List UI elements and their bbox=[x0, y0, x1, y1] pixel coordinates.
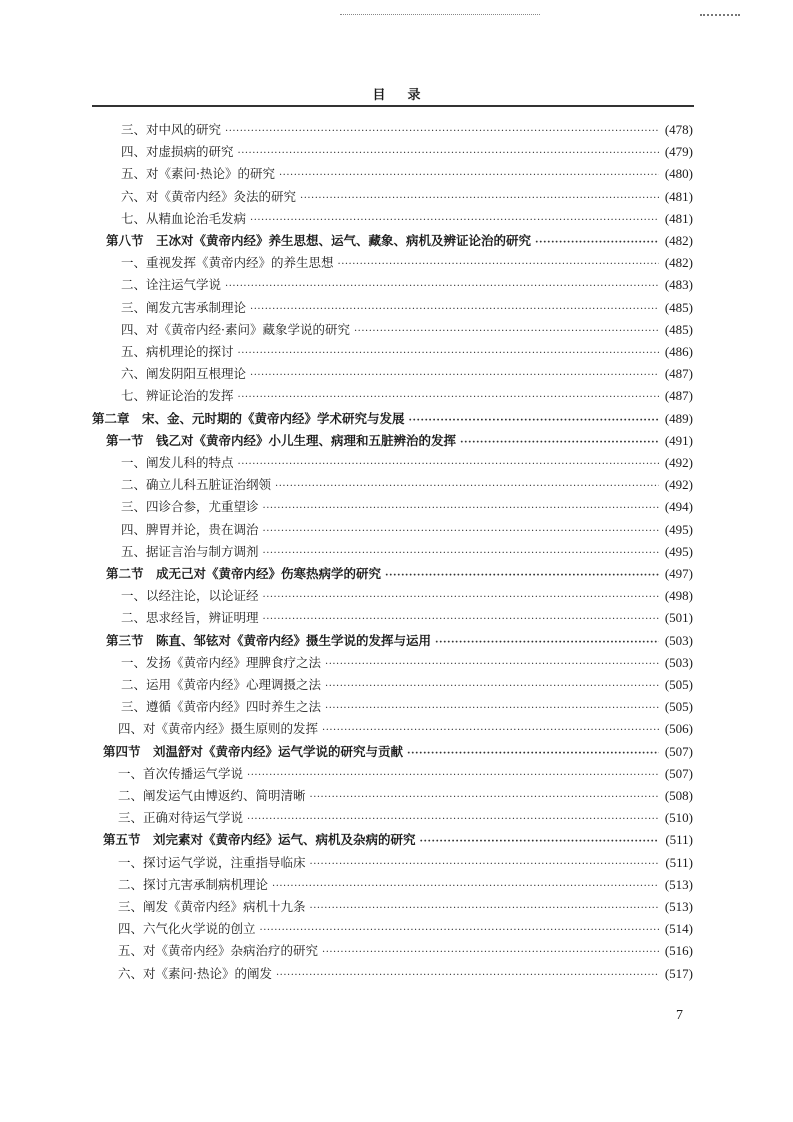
dot-leader bbox=[325, 677, 659, 697]
dot-leader bbox=[325, 699, 659, 719]
toc-entry-title: 第四节 刘温舒对《黄帝内经》运气学说的研究与贡献 bbox=[103, 743, 404, 759]
dot-leader bbox=[247, 766, 659, 786]
toc-entry-item[interactable] bbox=[118, 786, 693, 806]
toc-entry-page: (503) bbox=[664, 632, 693, 648]
toc-entry-title: 四、六气化火学说的创立 bbox=[118, 921, 256, 937]
dot-leader bbox=[250, 300, 659, 320]
toc-entry-title: 二、诠注运气学说 bbox=[121, 277, 222, 293]
toc-entry-page: (486) bbox=[664, 344, 693, 359]
toc-entry-page: (511) bbox=[665, 854, 693, 870]
dot-leader bbox=[279, 166, 659, 186]
toc-entry-title: 一、以经注论，以论证经 bbox=[121, 588, 259, 604]
dot-leader bbox=[272, 877, 659, 897]
toc-entry-title: 第一节 钱乙对《黄帝内经》小儿生理、病理和五脏辨治的发挥 bbox=[106, 432, 457, 448]
toc-entry-item[interactable] bbox=[121, 209, 693, 229]
toc-entry-title: 六、对《黄帝内经》灸法的研究 bbox=[121, 188, 297, 204]
toc-entry-item[interactable] bbox=[118, 897, 693, 917]
toc-entry-page: (517) bbox=[664, 965, 693, 981]
dot-leader bbox=[322, 721, 659, 741]
dot-leader bbox=[263, 544, 659, 564]
toc-entry-page: (492) bbox=[664, 477, 693, 493]
toc-entry-item[interactable] bbox=[118, 808, 693, 828]
dot-leader bbox=[263, 499, 659, 519]
toc-entry-item[interactable] bbox=[121, 164, 693, 184]
toc-entry-title: 第二章 宋、金、元时期的《黄帝内经》学术研究与发展 bbox=[92, 410, 405, 426]
scan-artifact bbox=[700, 14, 740, 18]
toc-entry-page: (507) bbox=[664, 765, 693, 781]
toc-entry-item[interactable] bbox=[121, 253, 693, 273]
toc-entry-page: (511) bbox=[665, 832, 693, 848]
page-number: 7 bbox=[676, 1008, 683, 1023]
dot-leader bbox=[310, 855, 660, 875]
dot-leader bbox=[310, 899, 659, 919]
dot-leader bbox=[310, 788, 659, 808]
toc-entry-item[interactable] bbox=[118, 919, 693, 939]
toc-entry-title: 三、对中风的研究 bbox=[121, 122, 222, 137]
toc-entry-title: 三、遵循《黄帝内经》四时养生之法 bbox=[121, 699, 322, 715]
toc-entry-title: 一、发扬《黄帝内经》理脾食疗之法 bbox=[121, 654, 322, 670]
toc-entry-page: (501) bbox=[664, 610, 693, 626]
toc-entry-page: (483) bbox=[664, 277, 693, 293]
dot-leader bbox=[250, 366, 659, 386]
toc-entry-section[interactable] bbox=[103, 830, 693, 850]
toc-entry-item[interactable] bbox=[121, 453, 693, 473]
dot-leader bbox=[250, 211, 659, 231]
toc-entry-page: (485) bbox=[664, 321, 693, 337]
toc-entry-page: (482) bbox=[664, 255, 693, 271]
toc-entry-item[interactable] bbox=[121, 142, 693, 162]
scan-artifact bbox=[340, 14, 540, 17]
toc-entry-title: 五、病机理论的探讨 bbox=[121, 344, 234, 359]
toc-entry-item[interactable] bbox=[121, 275, 693, 295]
toc-entry-page: (494) bbox=[664, 499, 693, 515]
toc-entry-title: 七、辨证论治的发挥 bbox=[121, 388, 234, 404]
toc-entry-page: (507) bbox=[664, 743, 693, 759]
toc-entry-page: (506) bbox=[664, 721, 693, 737]
toc-entry-page: (482) bbox=[664, 233, 693, 248]
toc-entry-page: (481) bbox=[664, 188, 693, 204]
dot-leader bbox=[409, 411, 659, 431]
toc-entry-page: (495) bbox=[664, 521, 693, 537]
toc-entry-chapter[interactable] bbox=[92, 409, 693, 429]
dot-leader bbox=[225, 277, 659, 297]
toc-entry-item[interactable] bbox=[121, 497, 693, 517]
toc-entry-title: 七、从精血论治毛发病 bbox=[121, 210, 247, 226]
dot-leader bbox=[385, 566, 659, 586]
dot-leader bbox=[238, 344, 659, 364]
dot-leader bbox=[263, 610, 659, 630]
toc-entry-item[interactable] bbox=[121, 298, 693, 318]
toc-entry-page: (505) bbox=[664, 699, 693, 715]
dot-leader bbox=[300, 189, 659, 209]
toc-entry-page: (497) bbox=[664, 566, 693, 581]
toc-entry-page: (503) bbox=[664, 654, 693, 670]
dot-leader bbox=[322, 943, 659, 963]
toc-entry-item[interactable] bbox=[121, 697, 693, 717]
dot-leader bbox=[263, 588, 659, 608]
toc-entry-title: 一、重视发挥《黄帝内经》的养生思想 bbox=[121, 255, 334, 271]
toc-entry-title: 五、据证言治与制方调剂 bbox=[121, 543, 259, 559]
header-rule bbox=[92, 105, 694, 107]
toc-entry-item[interactable] bbox=[118, 941, 693, 961]
dot-leader bbox=[435, 633, 659, 653]
toc-entry-item[interactable] bbox=[121, 653, 693, 673]
dot-leader bbox=[460, 433, 659, 453]
toc-entry-title: 五、对《黄帝内经》杂病治疗的研究 bbox=[118, 943, 319, 959]
toc-entry-title: 二、运用《黄帝内经》心理调摄之法 bbox=[121, 677, 322, 692]
toc-entry-section[interactable] bbox=[106, 564, 693, 584]
toc-entry-page: (513) bbox=[664, 876, 693, 892]
toc-entry-item[interactable] bbox=[118, 875, 693, 895]
toc-entry-title: 二、确立儿科五脏证治纲领 bbox=[121, 477, 272, 493]
toc-entry-title: 三、阐发《黄帝内经》病机十九条 bbox=[118, 899, 306, 914]
toc-entry-item[interactable] bbox=[121, 586, 693, 606]
toc-entry-title: 一、阐发儿科的特点 bbox=[121, 455, 234, 470]
toc-entry-page: (487) bbox=[664, 388, 693, 404]
toc-entry-title: 三、阐发亢害承制理论 bbox=[121, 299, 247, 315]
toc-entry-item[interactable] bbox=[121, 320, 693, 340]
toc-entry-page: (514) bbox=[664, 921, 693, 937]
toc-entry-page: (481) bbox=[664, 210, 693, 226]
dot-leader bbox=[225, 122, 659, 142]
dot-leader bbox=[260, 921, 659, 941]
toc-entry-page: (516) bbox=[664, 943, 693, 959]
toc-entry-title: 五、对《素问·热论》的研究 bbox=[121, 166, 275, 182]
toc-entry-page: (478) bbox=[664, 122, 693, 137]
toc-entry-title: 四、对《黄帝内经·素问》藏象学说的研究 bbox=[121, 321, 350, 337]
toc-entry-title: 一、首次传播运气学说 bbox=[118, 765, 244, 781]
dot-leader bbox=[247, 810, 659, 830]
toc-entry-section[interactable] bbox=[106, 631, 693, 651]
toc-entry-item[interactable] bbox=[121, 675, 693, 695]
toc-entry-page: (491) bbox=[664, 432, 693, 448]
toc-entry-item[interactable] bbox=[118, 853, 693, 873]
toc-entry-title: 第五节 刘完素对《黄帝内经》运气、病机及杂病的研究 bbox=[103, 832, 416, 848]
dot-leader bbox=[238, 455, 659, 475]
dot-leader bbox=[276, 966, 659, 986]
dot-leader bbox=[263, 522, 659, 542]
toc-entry-item[interactable] bbox=[121, 608, 693, 628]
dot-leader bbox=[420, 832, 660, 852]
toc-entry-item[interactable] bbox=[121, 187, 693, 207]
dot-leader bbox=[238, 144, 659, 164]
dot-leader bbox=[238, 388, 659, 408]
toc-entry-title: 六、阐发阴阳互根理论 bbox=[121, 366, 247, 382]
dot-leader bbox=[325, 655, 659, 675]
dot-leader bbox=[275, 477, 659, 497]
toc-entry-item[interactable] bbox=[118, 719, 693, 739]
toc-entry-title: 一、探讨运气学说，注重指导临床 bbox=[118, 854, 306, 870]
toc-entry-item[interactable] bbox=[121, 386, 693, 406]
toc-entry-page: (508) bbox=[664, 788, 693, 803]
toc-entry-item[interactable] bbox=[121, 542, 693, 562]
toc-entry-title: 四、对虚损病的研究 bbox=[121, 144, 234, 160]
toc-entry-section[interactable] bbox=[103, 742, 693, 762]
toc-entry-item[interactable] bbox=[121, 342, 693, 362]
toc-entry-section[interactable] bbox=[106, 431, 693, 451]
toc-entry-item[interactable] bbox=[118, 764, 693, 784]
toc-entry-page: (505) bbox=[664, 677, 693, 692]
dot-leader bbox=[338, 255, 659, 275]
dot-leader bbox=[407, 744, 659, 764]
toc-entry-page: (480) bbox=[664, 166, 693, 182]
page-header-title: 目录 bbox=[372, 88, 443, 103]
toc-entry-title: 第二节 成无己对《黄帝内经》伤寒热病学的研究 bbox=[106, 566, 382, 581]
toc-entry-title: 二、阐发运气由博返约、简明清晰 bbox=[118, 788, 306, 803]
toc-entry-page: (498) bbox=[664, 588, 693, 604]
toc-entry-item[interactable] bbox=[121, 520, 693, 540]
dot-leader bbox=[535, 233, 659, 253]
toc-entry-title: 二、探讨亢害承制病机理论 bbox=[118, 876, 269, 892]
toc-entry-item[interactable] bbox=[121, 475, 693, 495]
toc-entry-item[interactable] bbox=[121, 364, 693, 384]
toc-entry-title: 二、思求经旨，辨证明理 bbox=[121, 610, 259, 626]
toc-entry-title: 四、对《黄帝内经》摄生原则的发挥 bbox=[118, 721, 319, 737]
toc-entry-title: 三、正确对待运气学说 bbox=[118, 810, 244, 826]
toc-entry-page: (479) bbox=[664, 144, 693, 160]
toc-entry-page: (492) bbox=[664, 455, 693, 470]
toc-entry-page: (485) bbox=[664, 299, 693, 315]
toc-entry-title: 六、对《素问·热论》的阐发 bbox=[118, 965, 272, 981]
toc-entry-page: (510) bbox=[664, 810, 693, 826]
toc-entry-section[interactable] bbox=[106, 231, 693, 251]
toc-entry-item[interactable] bbox=[121, 120, 693, 140]
toc-entry-title: 四、脾胃并论，贵在调治 bbox=[121, 521, 259, 537]
toc-entry-page: (487) bbox=[664, 366, 693, 382]
toc-entry-page: (495) bbox=[664, 543, 693, 559]
toc-entry-title: 第三节 陈直、邹铉对《黄帝内经》摄生学说的发挥与运用 bbox=[106, 632, 432, 648]
dot-leader bbox=[354, 322, 659, 342]
toc-entry-title: 第八节 王冰对《黄帝内经》养生思想、运气、藏象、病机及辨证论治的研究 bbox=[106, 233, 532, 248]
toc-entry-item[interactable] bbox=[118, 964, 693, 984]
toc-entry-page: (489) bbox=[664, 410, 693, 426]
toc-entry-page: (513) bbox=[664, 899, 693, 914]
toc-entry-title: 三、四诊合参，尤重望诊 bbox=[121, 499, 259, 515]
